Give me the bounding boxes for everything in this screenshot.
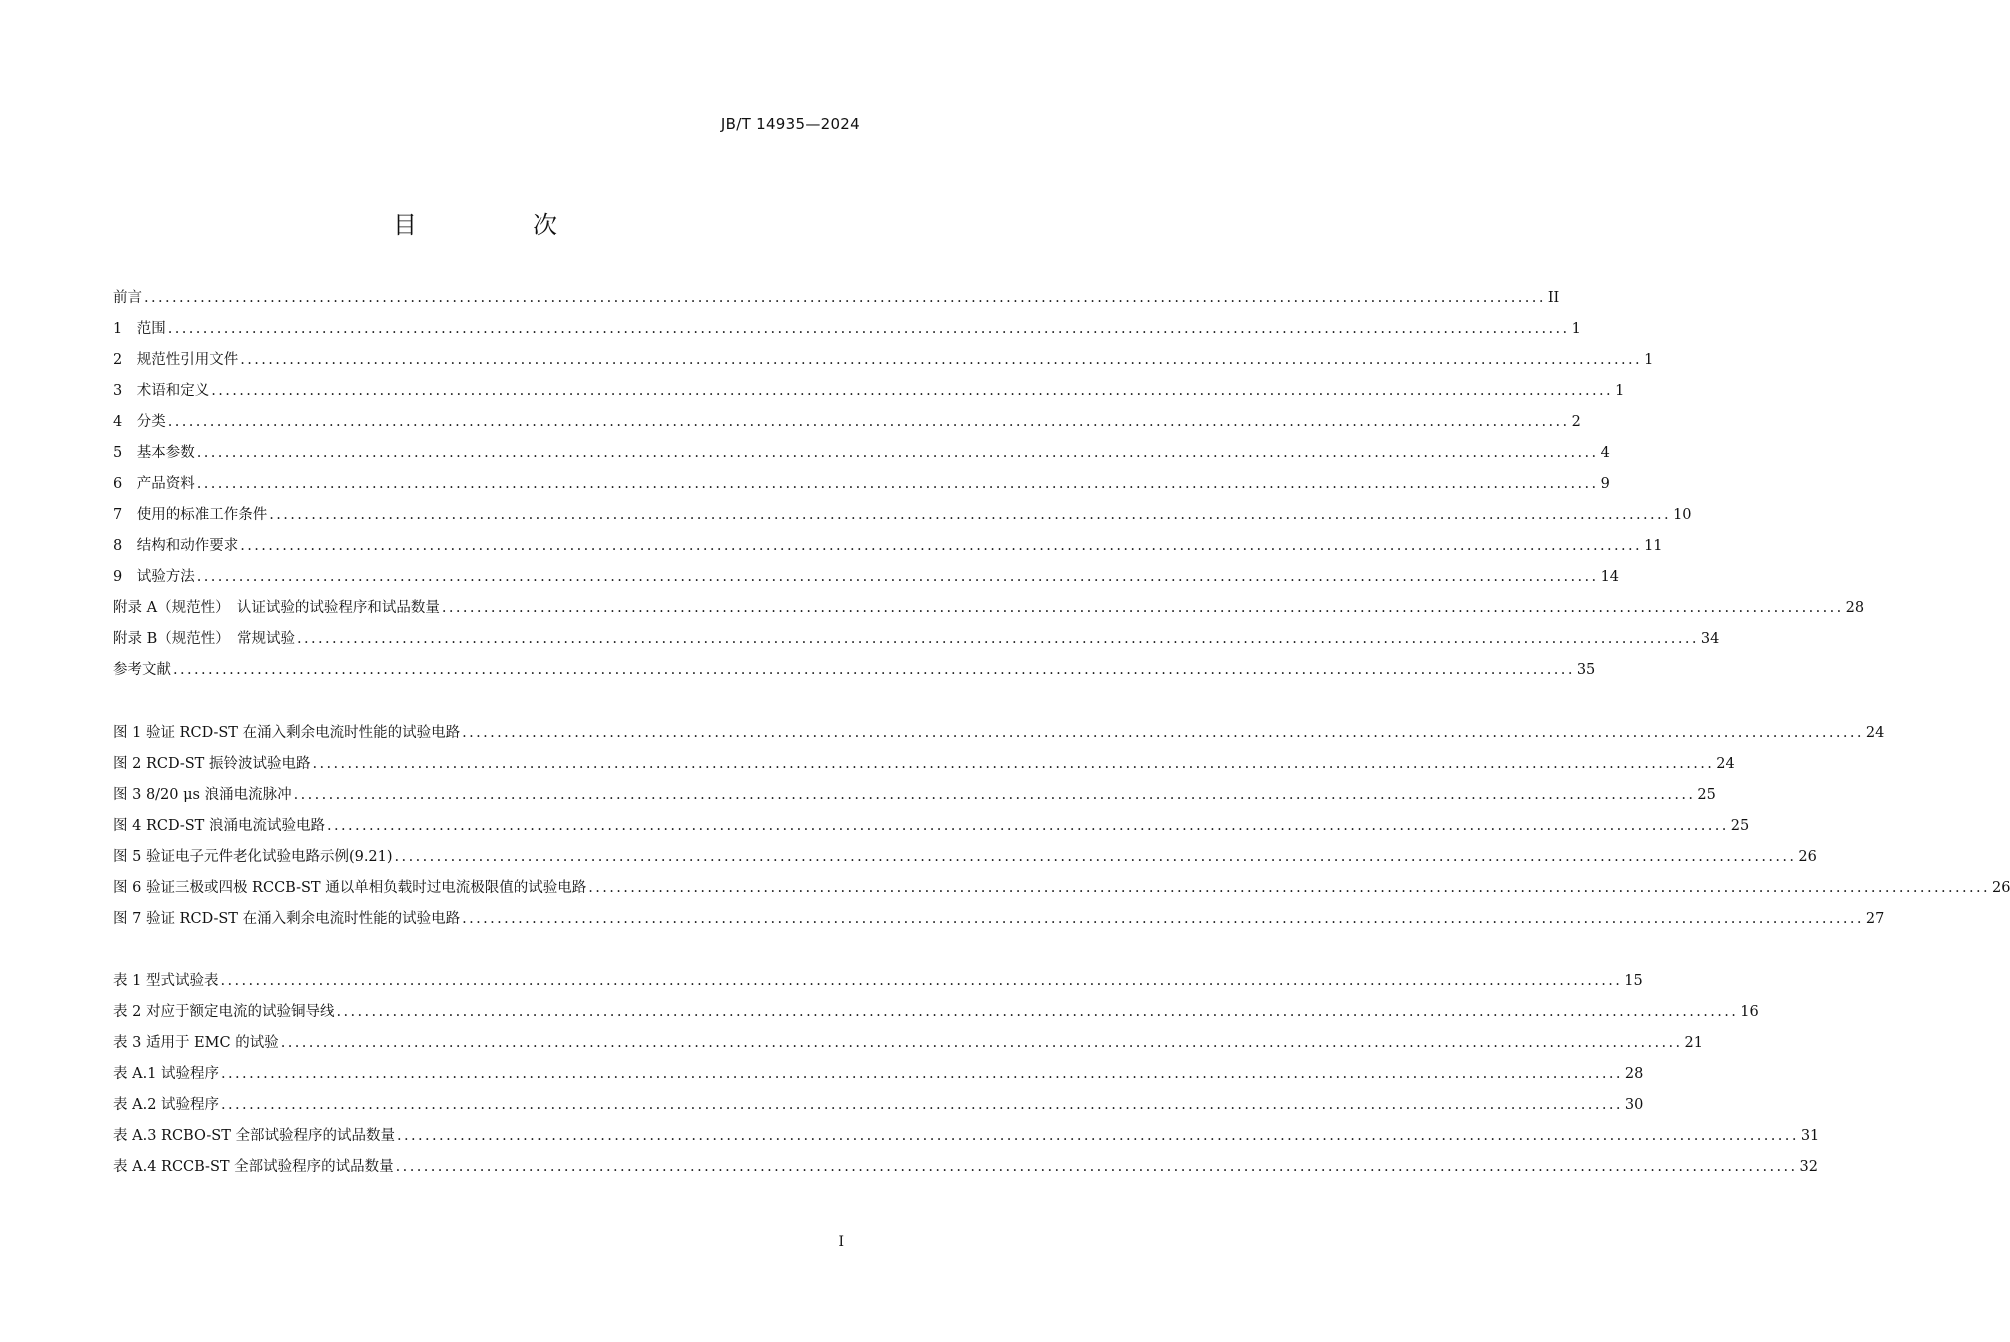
toc-entry-page: 34 <box>1700 631 1720 647</box>
toc-entry-label: 3 术语和定义 <box>113 383 210 399</box>
toc-dot-leader: ........................................................................................................................................................................................................ <box>312 756 1715 772</box>
toc-entry[interactable] <box>113 754 1735 785</box>
toc-tables-section <box>113 971 1820 1188</box>
toc-dot-leader: ........................................................................................................................................................................................................ <box>297 631 1699 647</box>
toc-dot-leader: ........................................................................................................................................................................................................ <box>240 538 1643 554</box>
toc-main-section <box>113 288 1865 691</box>
toc-entry[interactable] <box>113 1095 1644 1126</box>
toc-entry-label: 附录 B（规范性） 常规试验 <box>113 631 296 647</box>
toc-entry-page: 21 <box>1684 1035 1703 1051</box>
toc-dot-leader: ........................................................................................................................................................................................................ <box>462 911 1864 927</box>
toc-entry[interactable] <box>113 1126 1820 1157</box>
toc-figures-section <box>113 723 2010 940</box>
toc-entry-label: 6 产品资料 <box>113 476 195 492</box>
toc-entry[interactable] <box>113 629 1720 660</box>
toc-entry[interactable] <box>113 412 1581 443</box>
toc-entry[interactable] <box>113 1002 1759 1033</box>
toc-dot-leader: ........................................................................................................................................................................................................ <box>167 414 1570 430</box>
toc-entry-label: 图 3 8/20 μs 浪涌电流脉冲 <box>113 787 292 803</box>
toc-entry-page: 28 <box>1624 1066 1644 1082</box>
toc-entry-page: 35 <box>1576 662 1596 678</box>
toc-entry[interactable] <box>113 878 2010 909</box>
toc-dot-leader: ........................................................................................................................................................................................................ <box>441 600 1844 616</box>
toc-entry-page: 16 <box>1740 1004 1759 1020</box>
toc-dot-leader: ........................................................................................................................................................................................................ <box>221 1097 1623 1113</box>
toc-entry[interactable] <box>113 909 1885 940</box>
toc-entry-page: 1 <box>1644 352 1654 368</box>
toc-entry-page: 24 <box>1716 756 1735 772</box>
toc-entry[interactable] <box>113 319 1581 350</box>
toc-dot-leader: ........................................................................................................................................................................................................ <box>326 818 1729 834</box>
toc-entry-label: 表 2 对应于额定电流的试验铜导线 <box>113 1004 335 1020</box>
toc-entry-label: 表 A.2 试验程序 <box>113 1097 220 1113</box>
toc-entry-page: 30 <box>1624 1097 1644 1113</box>
toc-dot-leader: ........................................................................................................................................................................................................ <box>462 725 1864 741</box>
toc-entry[interactable] <box>113 660 1596 691</box>
toc-dot-leader: ........................................................................................................................................................................................................ <box>397 1128 1799 1144</box>
toc-entry-label: 参考文献 <box>113 662 171 678</box>
toc-dot-leader: ........................................................................................................................................................................................................ <box>240 352 1643 368</box>
toc-entry-label: 图 1 验证 RCD-ST 在涌入剩余电流时性能的试验电路 <box>113 725 461 741</box>
toc-entry[interactable] <box>113 847 1817 878</box>
toc-dot-leader: ........................................................................................................................................................................................................ <box>196 445 1599 461</box>
toc-dot-leader: ........................................................................................................................................................................................................ <box>167 321 1570 337</box>
toc-entry-page: 28 <box>1845 600 1865 616</box>
toc-entry-label: 表 3 适用于 EMC 的试验 <box>113 1035 279 1051</box>
toc-entry[interactable] <box>113 505 1692 536</box>
toc-entry-label: 图 4 RCD-ST 浪涌电流试验电路 <box>113 818 325 834</box>
header-doc-code: JB/T 14935—2024 <box>720 115 860 133</box>
toc-dot-leader: ........................................................................................................................................................................................................ <box>196 476 1599 492</box>
page-title: 目 次 <box>393 211 603 239</box>
toc-entry-label: 表 1 型式试验表 <box>113 973 219 989</box>
toc-entry-page: 25 <box>1730 818 1750 834</box>
toc-entry-page: 2 <box>1571 414 1581 430</box>
toc-entry[interactable] <box>113 443 1610 474</box>
toc-dot-leader: ........................................................................................................................................................................................................ <box>221 1066 1623 1082</box>
toc-entry[interactable] <box>113 536 1663 567</box>
toc-entry-label: 5 基本参数 <box>113 445 195 461</box>
toc-entry[interactable] <box>113 971 1643 1002</box>
toc-entry[interactable] <box>113 816 1750 847</box>
toc-entry-label: 图 5 验证电子元件老化试验电路示例(9.21) <box>113 849 393 865</box>
toc-entry[interactable] <box>113 1033 1703 1064</box>
toc-entry-page: 32 <box>1799 1159 1818 1175</box>
toc-entry-page: 31 <box>1800 1128 1820 1144</box>
toc-entry-page: 14 <box>1600 569 1620 585</box>
toc-entry-page: 27 <box>1865 911 1885 927</box>
toc-entry-page: 4 <box>1600 445 1610 461</box>
toc-entry[interactable] <box>113 785 1716 816</box>
toc-entry-page: II <box>1547 290 1560 306</box>
toc-entry[interactable] <box>113 567 1620 598</box>
toc-entry-label: 表 A.1 试验程序 <box>113 1066 220 1082</box>
toc-entry-label: 8 结构和动作要求 <box>113 538 239 554</box>
toc-entry-page: 1 <box>1571 321 1581 337</box>
toc-dot-leader: ........................................................................................................................................................................................................ <box>280 1035 1683 1051</box>
toc-entry-page: 26 <box>1992 880 2010 896</box>
toc-entry-page: 1 <box>1615 383 1625 399</box>
toc-entry-label: 4 分类 <box>113 414 166 430</box>
toc-entry-label: 1 范围 <box>113 321 166 337</box>
toc-entry[interactable] <box>113 1157 1818 1188</box>
toc-dot-leader: ........................................................................................................................................................................................................ <box>211 383 1614 399</box>
page-number: I <box>838 1234 844 1250</box>
toc-entry-page: 9 <box>1600 476 1610 492</box>
toc-entry[interactable] <box>113 381 1625 412</box>
toc-dot-leader: ........................................................................................................................................................................................................ <box>196 569 1599 585</box>
toc-entry-label: 7 使用的标准工作条件 <box>113 507 268 523</box>
toc-dot-leader: ........................................................................................................................................................................................................ <box>588 880 1991 896</box>
toc-dot-leader: ........................................................................................................................................................................................................ <box>220 973 1623 989</box>
toc-dot-leader: ........................................................................................................................................................................................................ <box>394 849 1797 865</box>
toc-dot-leader: ........................................................................................................................................................................................................ <box>395 1159 1798 1175</box>
toc-entry-page: 24 <box>1865 725 1885 741</box>
toc-entry-label: 9 试验方法 <box>113 569 195 585</box>
toc-entry-page: 25 <box>1697 787 1716 803</box>
toc-dot-leader: ........................................................................................................................................................................................................ <box>173 662 1575 678</box>
toc-entry[interactable] <box>113 474 1610 505</box>
toc-entry[interactable] <box>113 598 1865 629</box>
toc-entry-page: 15 <box>1624 973 1643 989</box>
toc-entry[interactable] <box>113 1064 1644 1095</box>
toc-entry-label: 附录 A（规范性） 认证试验的试验程序和试品数量 <box>113 600 440 616</box>
toc-entry-label: 图 7 验证 RCD-ST 在涌入剩余电流时性能的试验电路 <box>113 911 461 927</box>
toc-entry-page: 11 <box>1644 538 1663 554</box>
toc-dot-leader: ........................................................................................................................................................................................................ <box>144 290 1546 306</box>
toc-entry-page: 10 <box>1673 507 1692 523</box>
toc-dot-leader: ........................................................................................................................................................................................................ <box>293 787 1696 803</box>
toc-entry[interactable] <box>113 350 1654 381</box>
toc-entry-label: 前言 <box>113 290 142 306</box>
toc-entry-label: 表 A.4 RCCB-ST 全部试验程序的试品数量 <box>113 1159 394 1175</box>
toc-entry-label: 图 6 验证三极或四极 RCCB-ST 通以单相负载时过电流极限值的试验电路 <box>113 880 587 896</box>
toc-entry[interactable] <box>113 288 1560 319</box>
toc-entry[interactable] <box>113 723 1885 754</box>
toc-entry-label: 图 2 RCD-ST 振铃波试验电路 <box>113 756 311 772</box>
toc-entry-label: 2 规范性引用文件 <box>113 352 239 368</box>
toc-dot-leader: ........................................................................................................................................................................................................ <box>269 507 1672 523</box>
toc-entry-label: 表 A.3 RCBO-ST 全部试验程序的试品数量 <box>113 1128 395 1144</box>
toc-dot-leader: ........................................................................................................................................................................................................ <box>336 1004 1739 1020</box>
toc-entry-page: 26 <box>1798 849 1817 865</box>
